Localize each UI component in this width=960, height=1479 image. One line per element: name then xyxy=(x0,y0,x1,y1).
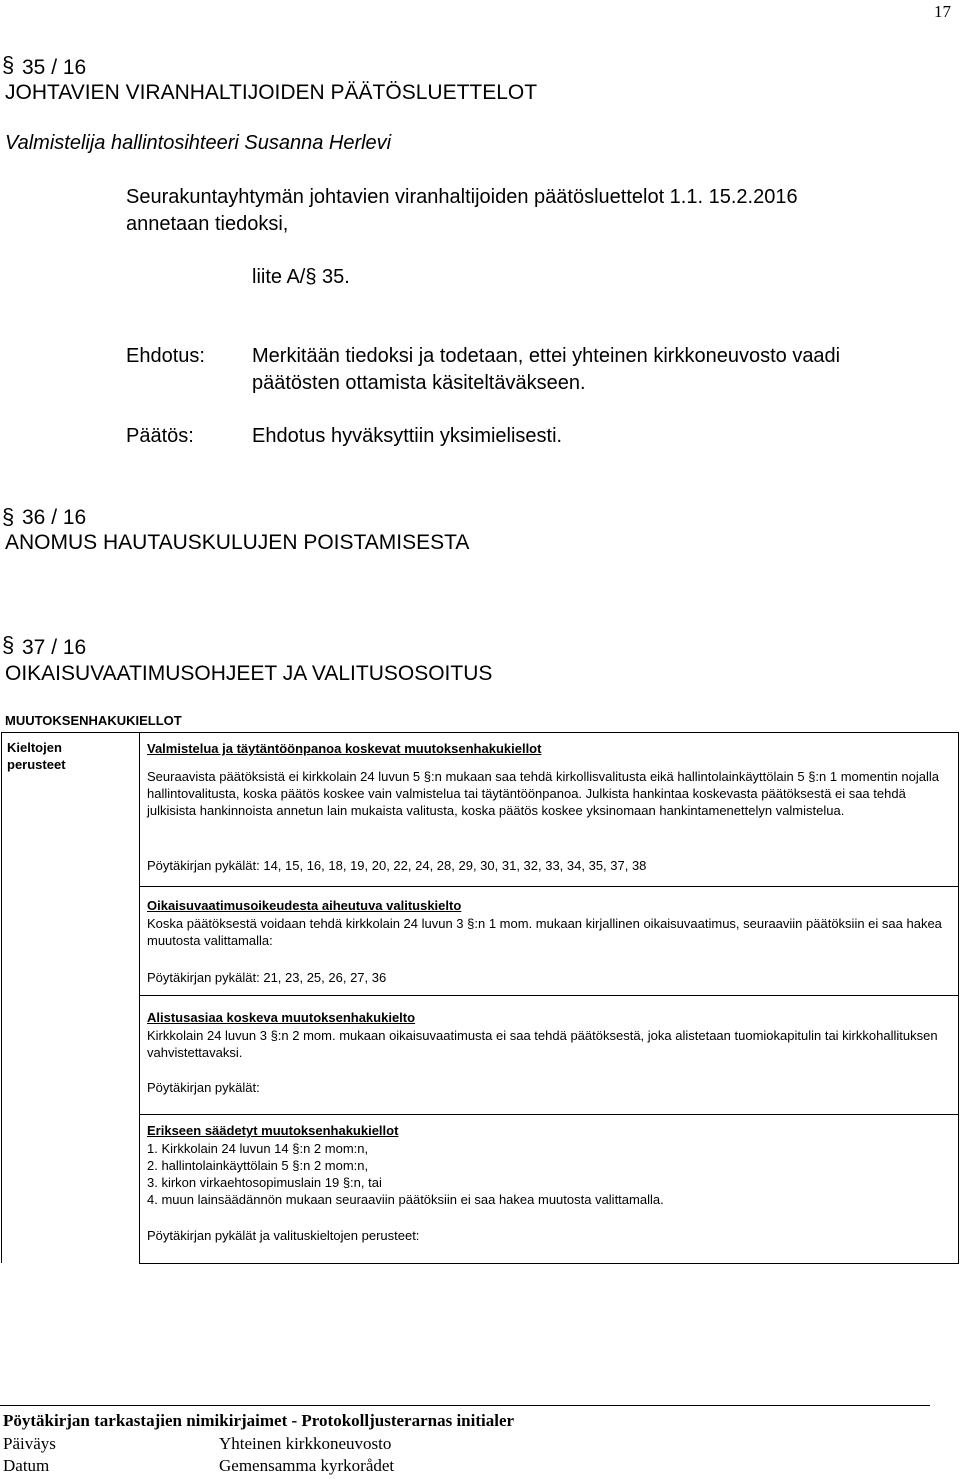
block3-title: Alistusasiaa koskeva muutoksenhakukielto xyxy=(147,1010,416,1025)
block2-text: Koska päätöksestä voidaan tehdä kirkkolain 24 luvun 3 §:n 1 mom. mukaan kirjallinen oikaisuvaatimus, seuraaviin päätöksiin ei saa hakea muutosta valittamalla: xyxy=(147,916,942,948)
block1-text: Seuraavista päätöksistä ei kirkkolain 24 luvun 5 §:n mukaan saa tehdä kirkollisvalitusta eikä hallintolainkäyttölain 5 §:n 1 momentin nojalla hallintovalitusta, koska päätös koskee vain valmistelua tai täytäntöönpanoa. Julkista hankintaa koskevasta päätöksestä ei saa tehdä julkisista hankinnoista annetun lain mukaista valitusta, koska päätös koskee yksinomaan hankintamenettelyn valmistelua. xyxy=(147,769,940,818)
block4-title: Erikseen säädetyt muutoksenhakukiellot xyxy=(147,1123,399,1138)
restrictions-left-column xyxy=(1,732,140,1263)
section-symbol: § xyxy=(2,52,15,77)
section-35-text-line1: Seurakuntayhtymän johtavien viranhaltijoiden päätösluettelot 1.1. 15.2.2016 xyxy=(126,186,798,208)
left-label-line2: perusteet xyxy=(7,757,66,772)
footer-body-sv: Gemensamma kyrkorådet xyxy=(219,1456,395,1475)
proposal-label: Ehdotus: xyxy=(126,345,205,367)
proposal-line1: Merkitään tiedoksi ja todetaan, ettei yhteinen kirkkoneuvosto vaadi xyxy=(252,345,841,367)
restrictions-heading: MUUTOKSENHAKUKIELLOT xyxy=(5,713,182,728)
block-divider xyxy=(139,1114,959,1115)
section-35-preparer: Valmistelija hallintosihteeri Susanna Herlevi xyxy=(5,132,392,154)
block3-sections: Pöytäkirjan pykälät: xyxy=(147,1080,260,1095)
section-36-number: 36 / 16 xyxy=(22,506,87,529)
section-37-title: OIKAISUVAATIMUSOHJEET JA VALITUSOSOITUS xyxy=(5,662,493,685)
block4-item: 4. muun lainsäädännön mukaan seuraaviin päätöksiin ei saa hakea muutosta valittamalla. xyxy=(147,1192,664,1207)
section-36-title: ANOMUS HAUTAUSKULUJEN POISTAMISESTA xyxy=(5,531,470,554)
footer-rule xyxy=(0,1405,930,1406)
decision-label: Päätös: xyxy=(126,425,194,447)
footer-date-fi: Päiväys xyxy=(3,1434,56,1453)
footer-body-fi: Yhteinen kirkkoneuvosto xyxy=(219,1434,392,1453)
block1-title: Valmistelua ja täytäntöönpanoa koskevat muutoksenhakukiellot xyxy=(147,741,542,756)
block2-sections: Pöytäkirjan pykälät: 21, 23, 25, 26, 27, 36 xyxy=(147,970,387,985)
section-symbol: § xyxy=(2,632,15,657)
footer-date-sv: Datum xyxy=(3,1456,50,1475)
block-divider xyxy=(139,995,959,996)
block3-text: Kirkkolain 24 luvun 3 §:n 2 mom. mukaan oikaisuvaatimusta ei saa tehdä päätöksestä, joka alistetaan tuomiokapitulin tai kirkkohallituksen vahvistettavaksi. xyxy=(147,1028,938,1060)
footer-initials-heading: Pöytäkirjan tarkastajien nimikirjaimet - Protokolljusterarnas initialer xyxy=(3,1411,515,1430)
section-35-number: 35 / 16 xyxy=(22,56,87,79)
block4-item: 3. kirkon virkaehtosopimuslain 19 §:n, tai xyxy=(147,1175,382,1190)
left-label-line1: Kieltojen xyxy=(7,740,62,755)
decision-text: Ehdotus hyväksyttiin yksimielisesti. xyxy=(252,425,563,447)
block2-title: Oikaisuvaatimusoikeudesta aiheutuva valituskielto xyxy=(147,898,462,913)
section-35-attachment: liite A/§ 35. xyxy=(252,266,350,288)
page-number: 17 xyxy=(934,2,951,21)
section-35-title: JOHTAVIEN VIRANHALTIJOIDEN PÄÄTÖSLUETTELOT xyxy=(5,81,538,104)
section-37-number: 37 / 16 xyxy=(22,636,87,659)
section-symbol: § xyxy=(2,504,15,529)
proposal-line2: päätösten ottamista käsiteltäväkseen. xyxy=(252,372,586,394)
block-divider xyxy=(139,886,959,887)
block4-item: 2. hallintolainkäyttölain 5 §:n 2 mom:n, xyxy=(147,1158,369,1173)
block4-item: 1. Kirkkolain 24 luvun 14 §:n 2 mom:n, xyxy=(147,1141,369,1156)
block1-sections: Pöytäkirjan pykälät: 14, 15, 16, 18, 19, 20, 22, 24, 28, 29, 30, 31, 32, 33, 34, 35, 37, 38 xyxy=(147,858,647,873)
block4-sections: Pöytäkirjan pykälät ja valituskieltojen perusteet: xyxy=(147,1228,420,1243)
section-35-text-line2: annetaan tiedoksi, xyxy=(126,213,289,235)
